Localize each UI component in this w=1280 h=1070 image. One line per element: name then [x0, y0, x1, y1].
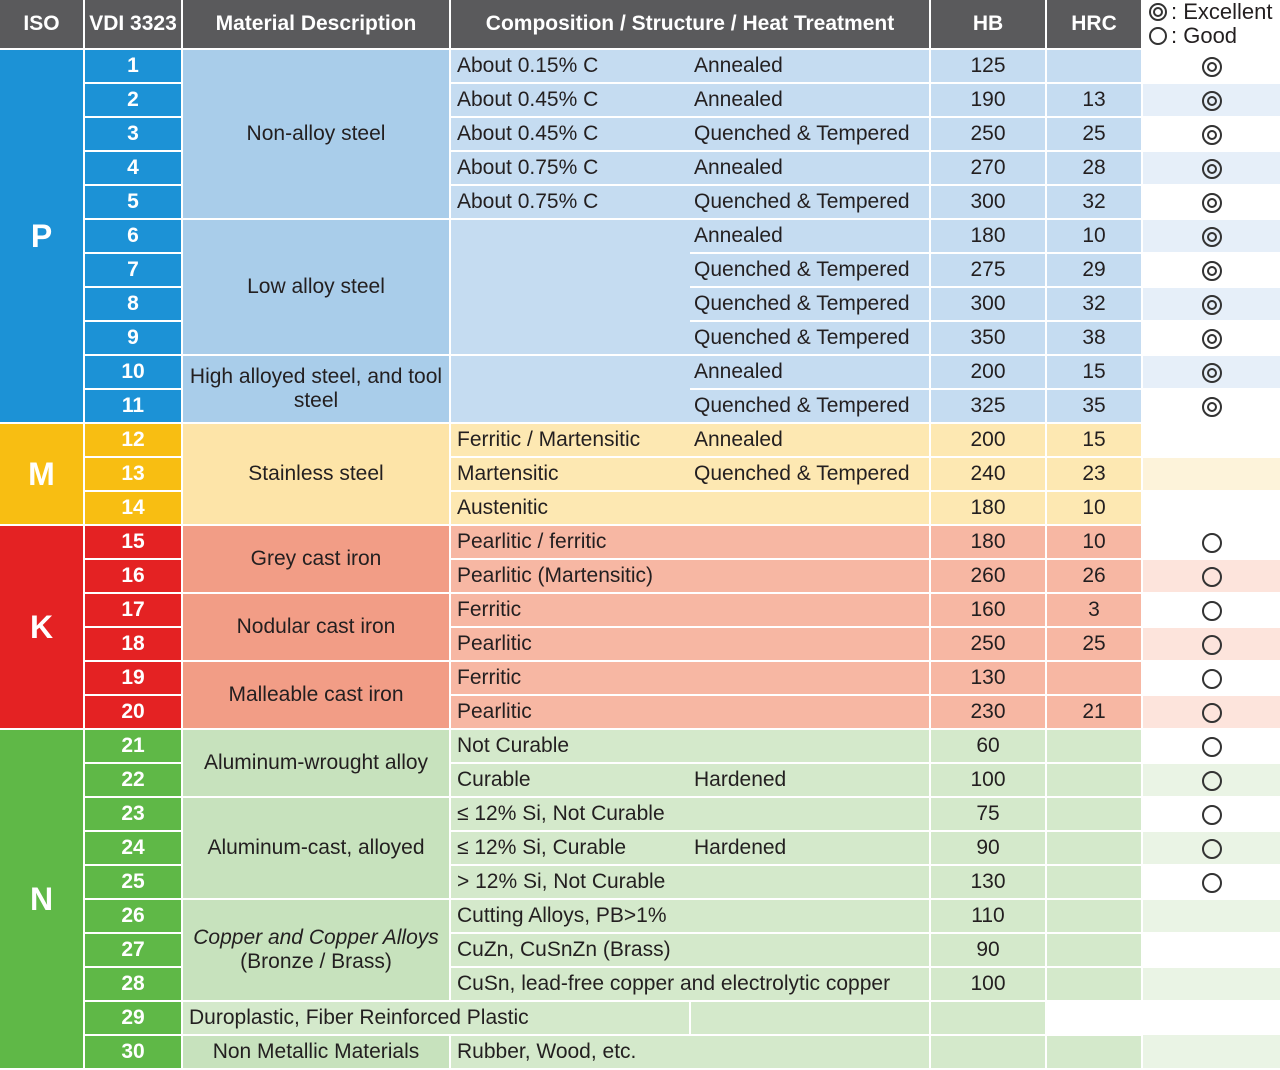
hrc-value — [1046, 831, 1142, 865]
vdi-number: 18 — [84, 627, 182, 661]
good-icon — [1202, 737, 1222, 757]
composition: Pearlitic / ferritic — [450, 525, 930, 559]
material-description — [182, 219, 450, 355]
rating-cell — [1142, 1035, 1280, 1069]
hrc-value: 10 — [1046, 219, 1142, 253]
composition: > 12% Si, Not Curable — [450, 865, 930, 899]
rating-cell — [1142, 355, 1280, 389]
composition: ≤ 12% Si, Not Curable — [450, 797, 930, 831]
rating-cell — [1142, 593, 1280, 627]
good-icon — [1202, 567, 1222, 587]
rating-cell — [1142, 967, 1280, 1001]
hrc-value: 10 — [1046, 491, 1142, 525]
material-name: Malleable cast iron — [228, 683, 404, 706]
material-name: Grey cast iron — [250, 547, 382, 570]
heat-treatment: Quenched & Tempered — [690, 321, 930, 355]
rating-cell — [1142, 661, 1280, 695]
rating-cell — [1142, 831, 1280, 865]
material-name: High alloyed steel, and tool steel — [189, 365, 443, 412]
composition: About 0.45% C — [450, 117, 690, 151]
hb-value: 240 — [930, 457, 1046, 491]
rating-cell — [1142, 49, 1280, 83]
hb-value: 270 — [930, 151, 1046, 185]
rating-cell — [1142, 287, 1280, 321]
rating-cell — [1142, 253, 1280, 287]
hb-value: 130 — [930, 661, 1046, 695]
composition: Cutting Alloys, PB>1% — [450, 899, 930, 933]
vdi-number: 5 — [84, 185, 182, 219]
excellent-icon — [1202, 159, 1222, 179]
good-icon — [1202, 669, 1222, 689]
heat-treatment: Annealed — [690, 151, 930, 185]
table-row — [0, 661, 1280, 695]
hrc-value — [1046, 729, 1142, 763]
hb-value: 325 — [930, 389, 1046, 423]
material-name: Low alloy steel — [247, 275, 385, 298]
legend-good — [1149, 24, 1280, 48]
vdi-number: 29 — [84, 1001, 182, 1035]
legend-excellent-label: : Excellent — [1171, 0, 1273, 24]
hb-value: 180 — [930, 491, 1046, 525]
composition: About 0.15% C — [450, 49, 690, 83]
vdi-number: 1 — [84, 49, 182, 83]
composition: About 0.75% C — [450, 151, 690, 185]
excellent-icon — [1202, 363, 1222, 383]
rating-cell — [1142, 729, 1280, 763]
rating-legend — [1142, 0, 1280, 49]
hb-value: 250 — [930, 117, 1046, 151]
rating-cell — [1142, 933, 1280, 967]
hrc-value: 28 — [1046, 151, 1142, 185]
composition: Pearlitic (Martensitic) — [450, 559, 930, 593]
table-row — [0, 1035, 1280, 1069]
hb-value: 130 — [930, 865, 1046, 899]
hb-value — [690, 1001, 930, 1035]
table-body — [0, 49, 1280, 1069]
excellent-icon — [1149, 3, 1167, 21]
hrc-value — [1046, 933, 1142, 967]
table-row — [0, 49, 1280, 83]
hb-value: 60 — [930, 729, 1046, 763]
table-row — [0, 525, 1280, 559]
header-vdi: VDI 3323 — [84, 0, 182, 49]
hb-value: 75 — [930, 797, 1046, 831]
vdi-number: 12 — [84, 423, 182, 457]
heat-treatment: Hardened — [690, 763, 930, 797]
hrc-value: 25 — [1046, 117, 1142, 151]
hrc-value: 13 — [1046, 83, 1142, 117]
vdi-number: 2 — [84, 83, 182, 117]
hb-value: 180 — [930, 219, 1046, 253]
heat-treatment: Quenched & Tempered — [690, 389, 930, 423]
hrc-value: 21 — [1046, 695, 1142, 729]
composition: Curable — [450, 763, 690, 797]
rating-cell — [1142, 491, 1280, 525]
material-name: Aluminum-cast, alloyed — [207, 836, 425, 859]
heat-treatment: Annealed — [690, 49, 930, 83]
composition: ≤ 12% Si, Curable — [450, 831, 690, 865]
vdi-number: 23 — [84, 797, 182, 831]
hb-value: 350 — [930, 321, 1046, 355]
hrc-value: 32 — [1046, 287, 1142, 321]
vdi-number: 4 — [84, 151, 182, 185]
heat-treatment: Quenched & Tempered — [690, 253, 930, 287]
vdi-number: 15 — [84, 525, 182, 559]
rating-cell — [1142, 219, 1280, 253]
vdi-number: 19 — [84, 661, 182, 695]
rating-cell — [1142, 525, 1280, 559]
composition: CuSn, lead-free copper and electrolytic copper — [450, 967, 930, 1001]
hb-value: 110 — [930, 899, 1046, 933]
hrc-value — [1046, 797, 1142, 831]
hrc-value: 23 — [1046, 457, 1142, 491]
hrc-value: 29 — [1046, 253, 1142, 287]
material-name: Aluminum-wrought alloy — [203, 751, 429, 774]
composition: Not Curable — [450, 729, 930, 763]
hb-value: 100 — [930, 763, 1046, 797]
composition: Martensitic — [450, 457, 690, 491]
vdi-number: 26 — [84, 899, 182, 933]
rating-cell — [1142, 695, 1280, 729]
material-name: Stainless steel — [248, 462, 384, 485]
hb-value: 300 — [930, 185, 1046, 219]
good-icon — [1202, 839, 1222, 859]
good-icon — [1202, 601, 1222, 621]
material-description — [182, 661, 450, 729]
rating-cell — [1142, 559, 1280, 593]
material-description — [182, 1035, 450, 1069]
table-row — [0, 355, 1280, 389]
vdi-number: 25 — [84, 865, 182, 899]
vdi-number: 22 — [84, 763, 182, 797]
excellent-icon — [1202, 329, 1222, 349]
hb-value: 275 — [930, 253, 1046, 287]
iso-group-m: M — [0, 423, 84, 525]
composition — [450, 355, 690, 423]
vdi-number: 13 — [84, 457, 182, 491]
hb-value: 200 — [930, 355, 1046, 389]
composition: Ferritic — [450, 661, 930, 695]
heat-treatment — [690, 491, 930, 525]
hb-value: 230 — [930, 695, 1046, 729]
hrc-value: 15 — [1046, 355, 1142, 389]
vdi-number: 11 — [84, 389, 182, 423]
vdi-number: 16 — [84, 559, 182, 593]
hrc-value: 3 — [1046, 593, 1142, 627]
composition: About 0.45% C — [450, 83, 690, 117]
hb-value: 190 — [930, 83, 1046, 117]
vdi-number: 6 — [84, 219, 182, 253]
hrc-value: 35 — [1046, 389, 1142, 423]
table-row — [0, 593, 1280, 627]
vdi-number: 10 — [84, 355, 182, 389]
hrc-value — [1046, 865, 1142, 899]
vdi-number: 7 — [84, 253, 182, 287]
rating-cell — [1142, 185, 1280, 219]
hrc-value: 38 — [1046, 321, 1142, 355]
hrc-value — [1046, 661, 1142, 695]
good-icon — [1202, 703, 1222, 723]
rating-cell — [1142, 865, 1280, 899]
hb-value: 180 — [930, 525, 1046, 559]
heat-treatment: Quenched & Tempered — [690, 457, 930, 491]
table-row — [0, 1001, 1280, 1035]
legend-good-label: : Good — [1171, 23, 1238, 48]
excellent-icon — [1202, 193, 1222, 213]
hb-value: 250 — [930, 627, 1046, 661]
vdi-number: 8 — [84, 287, 182, 321]
heat-treatment: Quenched & Tempered — [690, 287, 930, 321]
composition — [450, 219, 690, 355]
excellent-icon — [1202, 227, 1222, 247]
hrc-value — [1046, 967, 1142, 1001]
rating-cell — [1142, 423, 1280, 457]
vdi-number: 28 — [84, 967, 182, 1001]
rating-cell — [1142, 389, 1280, 423]
hb-value: 100 — [930, 967, 1046, 1001]
material-description — [182, 423, 450, 525]
composition: Ferritic — [450, 593, 930, 627]
excellent-icon — [1202, 91, 1222, 111]
material-name: Non-alloy steel — [246, 122, 386, 145]
material-description — [182, 797, 450, 899]
rating-cell — [1142, 117, 1280, 151]
composition: About 0.75% C — [450, 185, 690, 219]
header-hb: HB — [930, 0, 1046, 49]
composition: CuZn, CuSnZn (Brass) — [450, 933, 930, 967]
vdi-number: 3 — [84, 117, 182, 151]
hrc-value: 32 — [1046, 185, 1142, 219]
table-row — [0, 797, 1280, 831]
table-row — [0, 729, 1280, 763]
composition: Austenitic — [450, 491, 690, 525]
excellent-icon — [1202, 397, 1222, 417]
table-row — [0, 423, 1280, 457]
excellent-icon — [1202, 57, 1222, 77]
rating-cell — [1142, 321, 1280, 355]
good-icon — [1202, 805, 1222, 825]
rating-cell — [1142, 83, 1280, 117]
material-name: Non Metallic Materials — [212, 1040, 420, 1063]
hrc-value: 26 — [1046, 559, 1142, 593]
iso-group-k: K — [0, 525, 84, 729]
vdi-number: 14 — [84, 491, 182, 525]
material-description — [182, 525, 450, 593]
heat-treatment: Annealed — [690, 219, 930, 253]
good-icon — [1202, 533, 1222, 553]
hrc-value: 10 — [1046, 525, 1142, 559]
hb-value: 200 — [930, 423, 1046, 457]
composition: Ferritic / Martensitic — [450, 423, 690, 457]
header-material-description: Material Description — [182, 0, 450, 49]
composition: Pearlitic — [450, 627, 930, 661]
vdi-number: 27 — [84, 933, 182, 967]
rating-cell — [1046, 1001, 1142, 1035]
vdi-number: 20 — [84, 695, 182, 729]
heat-treatment: Quenched & Tempered — [690, 117, 930, 151]
rating-cell — [1142, 627, 1280, 661]
table-row — [0, 899, 1280, 933]
good-icon — [1202, 635, 1222, 655]
hb-value: 90 — [930, 933, 1046, 967]
hb-value — [930, 1035, 1046, 1069]
rating-cell — [1142, 457, 1280, 491]
hrc-value: 15 — [1046, 423, 1142, 457]
material-description — [182, 729, 450, 797]
header-row — [0, 0, 1280, 49]
header-composition: Composition / Structure / Heat Treatment — [450, 0, 930, 49]
hrc-value: 25 — [1046, 627, 1142, 661]
excellent-icon — [1202, 261, 1222, 281]
heat-treatment: Annealed — [690, 83, 930, 117]
composition: Pearlitic — [450, 695, 930, 729]
header-hrc: HRC — [1046, 0, 1142, 49]
hrc-value — [1046, 899, 1142, 933]
hb-value: 260 — [930, 559, 1046, 593]
rating-cell — [1142, 763, 1280, 797]
rating-cell — [1142, 797, 1280, 831]
rating-cell — [1142, 899, 1280, 933]
heat-treatment: Hardened — [690, 831, 930, 865]
vdi-number: 9 — [84, 321, 182, 355]
excellent-icon — [1202, 295, 1222, 315]
composition: Duroplastic, Fiber Reinforced Plastic — [182, 1001, 690, 1035]
vdi-number: 17 — [84, 593, 182, 627]
vdi-number: 24 — [84, 831, 182, 865]
header-iso: ISO — [0, 0, 84, 49]
material-name: Copper and Copper Alloys — [193, 926, 439, 949]
material-description — [182, 593, 450, 661]
good-icon — [1202, 873, 1222, 893]
hrc-value — [1046, 763, 1142, 797]
hrc-value — [1046, 1035, 1142, 1069]
excellent-icon — [1202, 125, 1222, 145]
hb-value: 160 — [930, 593, 1046, 627]
hb-value: 125 — [930, 49, 1046, 83]
rating-cell — [1142, 151, 1280, 185]
vdi-number: 30 — [84, 1035, 182, 1069]
hrc-value — [930, 1001, 1046, 1035]
material-description — [182, 355, 450, 423]
material-description — [182, 899, 450, 1001]
hb-value: 300 — [930, 287, 1046, 321]
hb-value: 90 — [930, 831, 1046, 865]
iso-group-p: P — [0, 49, 84, 423]
good-icon — [1149, 27, 1167, 45]
heat-treatment: Quenched & Tempered — [690, 185, 930, 219]
hrc-value — [1046, 49, 1142, 83]
heat-treatment: Annealed — [690, 355, 930, 389]
vdi-number: 21 — [84, 729, 182, 763]
heat-treatment: Annealed — [690, 423, 930, 457]
composition: Rubber, Wood, etc. — [450, 1035, 930, 1069]
legend-excellent — [1149, 0, 1280, 24]
table-row — [0, 219, 1280, 253]
good-icon — [1202, 771, 1222, 791]
material-name: Nodular cast iron — [236, 615, 396, 638]
iso-group-n: N — [0, 729, 84, 1069]
material-subname: (Bronze / Brass) — [240, 950, 392, 973]
material-description — [182, 49, 450, 219]
